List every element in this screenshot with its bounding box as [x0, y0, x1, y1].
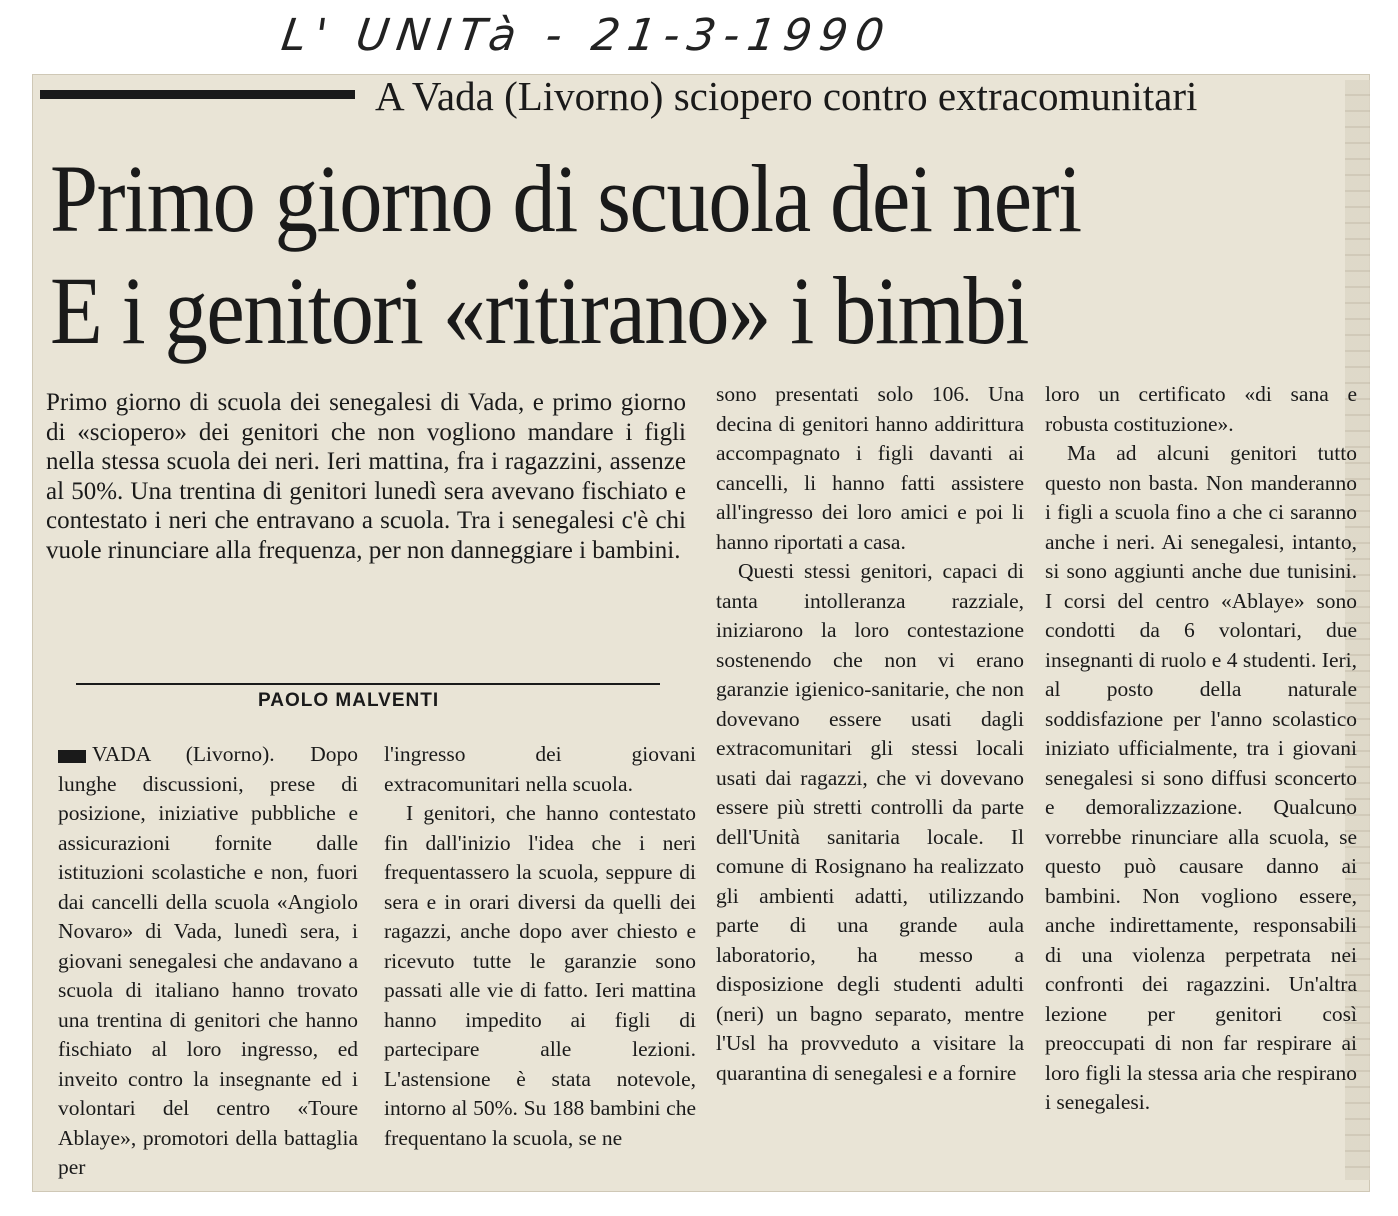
dateline-bullet — [58, 750, 86, 763]
byline-rule — [76, 683, 660, 685]
column-3-paragraph-2: Questi stessi genitori, capaci di tanta intolleranza razziale, iniziarono la loro contestazione sostenendo che non vi erano garanzie igienico-sanitarie, che non dovevano essere usati dagli extracomunitari gli stessi locali usati dai ragazzi, che vi dovevano essere più stretti controlli da parte dell'Unità sanitaria locale. Il comune di Rosignano ha realizzato gli ambienti adatti, utilizzando parte di una grande aula laboratorio, ha messo a disposizione degli studenti adulti (neri) un bagno separato, mentre l'Usl ha provveduto a visitare la quarantina di senegalesi e a fornire — [716, 559, 1024, 1085]
column-1-text: VADA (Livorno). Dopo lunghe discussioni, prese di posizione, iniziative pubbliche e assicurazioni fornite dalle istituzioni scolastiche e non, fuori dai cancelli della scuola «Angiolo Novaro» di Vada, lunedì sera, i giovani senegalesi che andavano a scuola di italiano hanno trovato una trentina di genitori che hanno fischiato al loro ingresso, ed inveito contro la insegnante ed i volontari del centro «Toure Ablaye», promotori della battaglia per — [58, 742, 358, 1179]
column-2-paragraph-1: l'ingresso dei giovani extracomunitari nella scuola. — [384, 742, 696, 796]
headline-line-1: Primo giorno di scuola dei neri — [50, 145, 1081, 252]
kicker-rule — [40, 90, 355, 99]
column-2-paragraph-2: I genitori, che hanno contestato fin dall'inizio l'idea che i neri frequentassero la scuola, seppure di sera e in orari diversi da quelli dei ragazzi, anche dopo aver chiesto e ricevuto tutte le garanzie sono passati alle vie di fatto. Ieri mattina hanno impedito ai figli di partecipare alle lezioni. L'astensione è stata notevole, intorno al 50%. Su 188 bambini che frequentano la scuola, se ne — [384, 801, 696, 1150]
kicker: A Vada (Livorno) sciopero contro extracomunitari — [375, 73, 1198, 119]
column-4-paragraph-2: Ma ad alcuni genitori tutto questo non basta. Non manderanno i figli a scuola fino a che ci saranno anche i neri. Ai senegalesi, intanto, si sono aggiunti anche due tunisini. I corsi del centro «Ablaye» sono condotti da 6 volontari, due insegnanti di ruolo e 4 studenti. Ieri, al posto della naturale soddisfazione per l'anno scolastico iniziato ufficialmente, tra i giovani senegalesi si sono diffusi sconcerto e demoralizzazione. Qualcuno vorrebbe rinunciare alla scuola, se questo può causare danno ai bambini. Non vogliono essere, anche indirettamente, responsabili di una violenza perpetrata nei confronti dei ragazzini. Un'altra lezione per genitori così preoccupati di non far respirare ai loro figli la stessa aria che respirano i senegalesi. — [1045, 441, 1357, 1114]
body-column-1 — [58, 740, 358, 1183]
headline — [50, 143, 1081, 367]
column-3-paragraph-1: sono presentati solo 106. Una decina di genitori hanno addirittura accompagnato i figli davanti ai cancelli, li hanno fatti assistere all'ingresso dei loro amici e poi li hanno riportati a casa. — [716, 382, 1024, 554]
handwritten-source-note: L' UNITà - 21-3-1990 — [278, 10, 896, 61]
body-column-4 — [1045, 380, 1357, 1118]
column-4-paragraph-1: loro un certificato «di sana e robusta costituzione». — [1045, 382, 1357, 436]
byline: PAOLO MALVENTI — [258, 690, 440, 711]
body-column-2 — [384, 740, 696, 1153]
lead-paragraph: Primo giorno di scuola dei senegalesi di Vada, e primo giorno di «sciopero» dei genitori che non vogliono mandare i figli nella stessa scuola dei neri. Ieri mattina, fra i ragazzini, assenze al 50%. Una trentina di genitori lunedì sera avevano fischiato e contestato i neri che entravano a scuola. Tra i senegalesi c'è chi vuole rinunciare alla frequenza, per non danneggiare i bambini. — [46, 389, 686, 564]
body-column-3 — [716, 380, 1024, 1088]
headline-line-2: E i genitori «ritirano» i bimbi — [50, 257, 1028, 364]
